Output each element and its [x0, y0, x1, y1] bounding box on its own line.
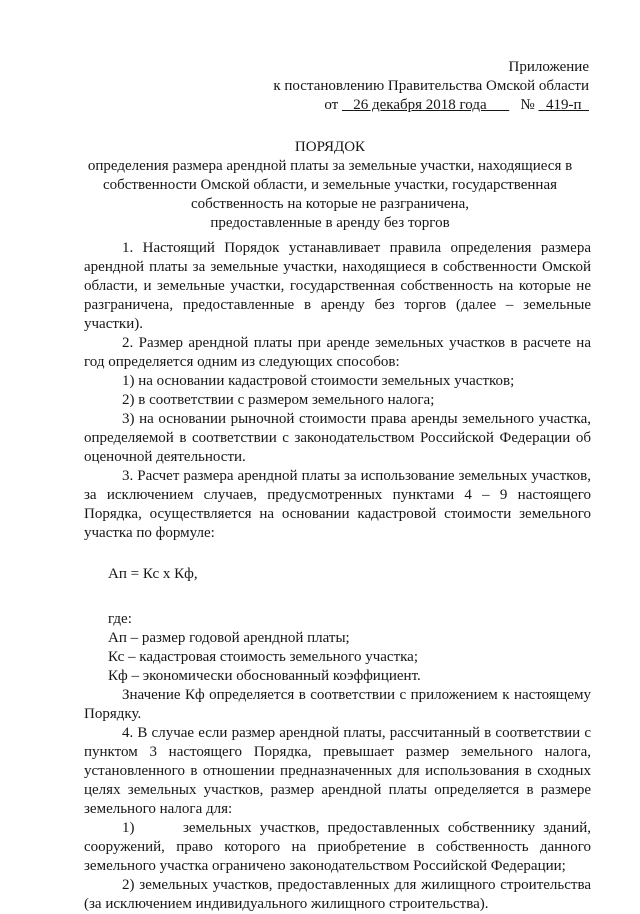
paragraph-1: 1. Настоящий Порядок устанавливает правила определения размера арендной платы за земельные участки, находящиеся в собственности Омской области, и земельные участки, государственная собственность на которые не разграничена, предоставленные в аренду без торгов (далее – земельные участки).: [84, 240, 591, 332]
from-label: от: [324, 97, 339, 113]
paragraph-3: 3. Расчет размера арендной платы за использование земельных участков, за исключением случаев, предусмотренных пунктами 4 – 9 настоящего Порядка, осуществляется на основании кадастровой стоимости земельного участка по формуле:: [84, 468, 591, 541]
definition-ap: Ап – размер годовой арендной платы;: [108, 630, 350, 646]
resolution-reference: к постановлению Правительства Омской области: [273, 78, 589, 94]
title-line: собственности Омской области, и земельные участки, государственная: [102, 177, 557, 193]
resolution-date-line: [240, 96, 589, 115]
document-title: [60, 138, 600, 233]
title-line: предоставленные в аренду без торгов: [210, 215, 450, 231]
list-item: 1) на основании кадастровой стоимости земельных участков;: [122, 373, 515, 389]
paragraph-2: 2. Размер арендной платы при аренде земельных участков в расчете на год определяется одним из следующих способов:: [84, 335, 591, 370]
title-line: определения размера арендной платы за земельные участки, находящиеся в: [87, 158, 573, 174]
list-item: 1) земельных участков, предоставленных собственнику зданий, сооружений, право которого на приобретение в собственность данного земельного участка ограничено законодательством Российской Федерации;: [84, 820, 595, 874]
resolution-date: 26 декабря 2018 года: [353, 97, 487, 113]
list-item: 2) в соответствии с размером земельного налога;: [122, 392, 435, 408]
list-item: 3) на основании рыночной стоимости права аренды земельного участка, определяемой в соответствии с законодательством Российской Федерации об оценочной деятельности.: [84, 411, 591, 465]
list-item: 2) земельных участков, предоставленных для жилищного строительства (за исключением индивидуального жилищного строительства).: [84, 877, 591, 912]
number-label: №: [520, 97, 535, 113]
document-body: [84, 239, 595, 914]
kf-note: Значение Кф определяется в соответствии с приложением к настоящему Порядку.: [84, 687, 591, 722]
title-line: собственность на которые не разграничена,: [190, 196, 469, 212]
document-header: [240, 58, 589, 115]
definition-kf: Кф – экономически обоснованный коэффициент.: [108, 668, 421, 684]
where-label: где:: [108, 611, 132, 627]
definition-kc: Кс – кадастровая стоимость земельного участка;: [108, 649, 419, 665]
title-main: ПОРЯДОК: [294, 139, 366, 155]
resolution-number: 419-п: [545, 97, 582, 113]
rent-formula: Ап = Кс х Кф,: [108, 566, 198, 582]
paragraph-4: 4. В случае если размер арендной платы, рассчитанный в соответствии с пунктом 3 настоящего Порядка, превышает размер земельного налога, установленного в отношении предназначенных для использования в сходных целях земельных участков, размер арендной платы определяется в размере земельного налога для:: [84, 725, 591, 817]
appendix-label: Приложение: [508, 59, 589, 75]
